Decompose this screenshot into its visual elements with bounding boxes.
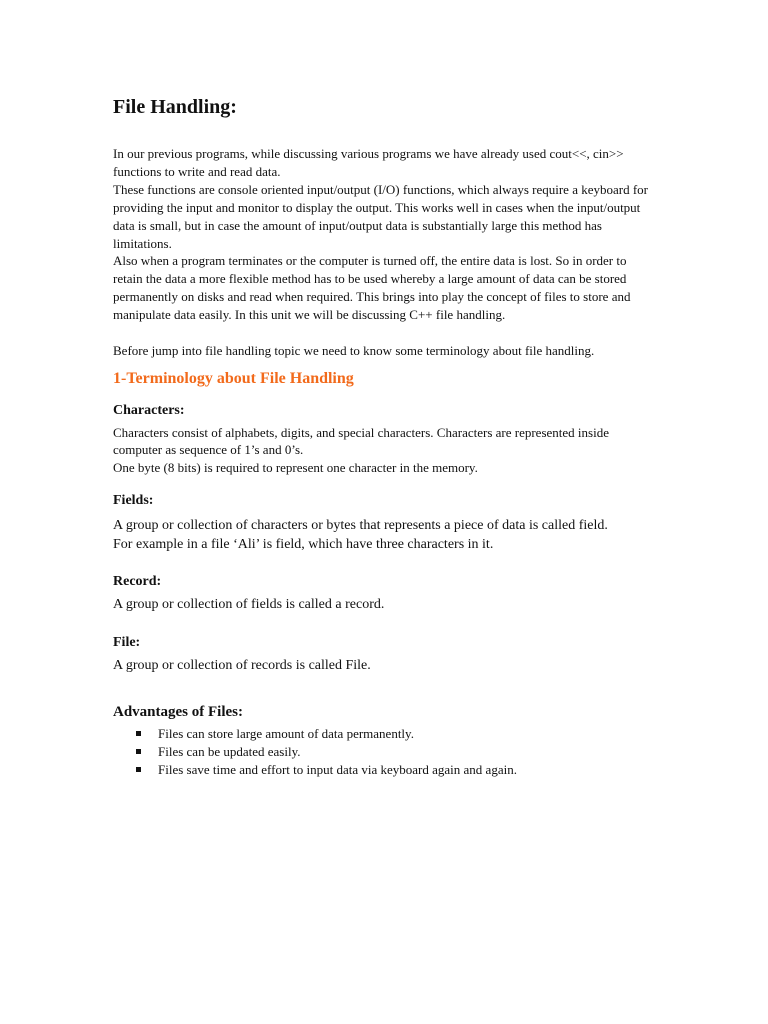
advantages-list [134,725,658,779]
term-body [113,595,658,614]
list-item-text: Files can be updated easily. [158,744,301,760]
square-bullet-icon [136,767,141,772]
list-item [134,743,658,761]
paragraph-spacer [113,324,658,342]
section-heading: 1-Terminology about File Handling [113,369,354,387]
term-line: A group or collection of records is called File. [113,658,371,674]
page-title: File Handling: [113,96,237,118]
advantages-heading: Advantages of Files: [113,704,243,721]
list-item-text: Files can store large amount of data permanently. [158,726,414,742]
term-line: One byte (8 bits) is required to represent one character in the memory. [113,459,478,475]
intro-paragraph: In our previous programs, while discussing various programs we have already used cout<<, cin>> functions to write and read data. [113,146,624,179]
term-body [113,656,658,675]
square-bullet-icon [136,749,141,754]
term-line: A group or collection of characters or bytes that represents a piece of data is called field. [113,518,608,534]
list-item [134,761,658,779]
term-title: Record: [113,574,162,590]
document-content [113,94,658,779]
intro-paragraph: These functions are console oriented input/output (I/O) functions, which always require a keyboard for providing the input and monitor to display the output. This works well in cases when the input/output data is small, but in case the amount of input/output data is substantially large this method has limitations. [113,181,648,251]
term-line: For example in a file ‘Ali’ is field, which have three characters in it. [113,537,494,553]
lead-in-paragraph: Before jump into file handling topic we need to know some terminology about file handling. [113,342,595,358]
list-item-text: Files save time and effort to input data via keyboard again and again. [158,762,517,778]
term-line: A group or collection of fields is called a record. [113,597,385,613]
term-title: Fields: [113,493,154,509]
term-title: File: [113,635,141,651]
term-title: Characters: [113,402,185,418]
square-bullet-icon [136,731,141,736]
term-file [113,634,658,675]
term-body [113,424,658,477]
intro-paragraph: Also when a program terminates or the computer is turned off, the entire data is lost. So in order to retain the data a more flexible method has to be used whereby a large amount of data can be stored permanently on disks and read when required. This brings into play the concept of files to store and manipulate data easily. In this unit we will be discussing C++ file handling. [113,253,631,323]
intro-section [113,145,658,360]
term-record [113,573,658,614]
term-line: Characters consist of alphabets, digits, and special characters. Characters are represented inside computer as sequence of 1’s and 0’s. [113,424,609,458]
term-fields [113,492,658,554]
term-characters [113,402,658,477]
term-body [113,516,658,554]
list-item [134,725,658,743]
